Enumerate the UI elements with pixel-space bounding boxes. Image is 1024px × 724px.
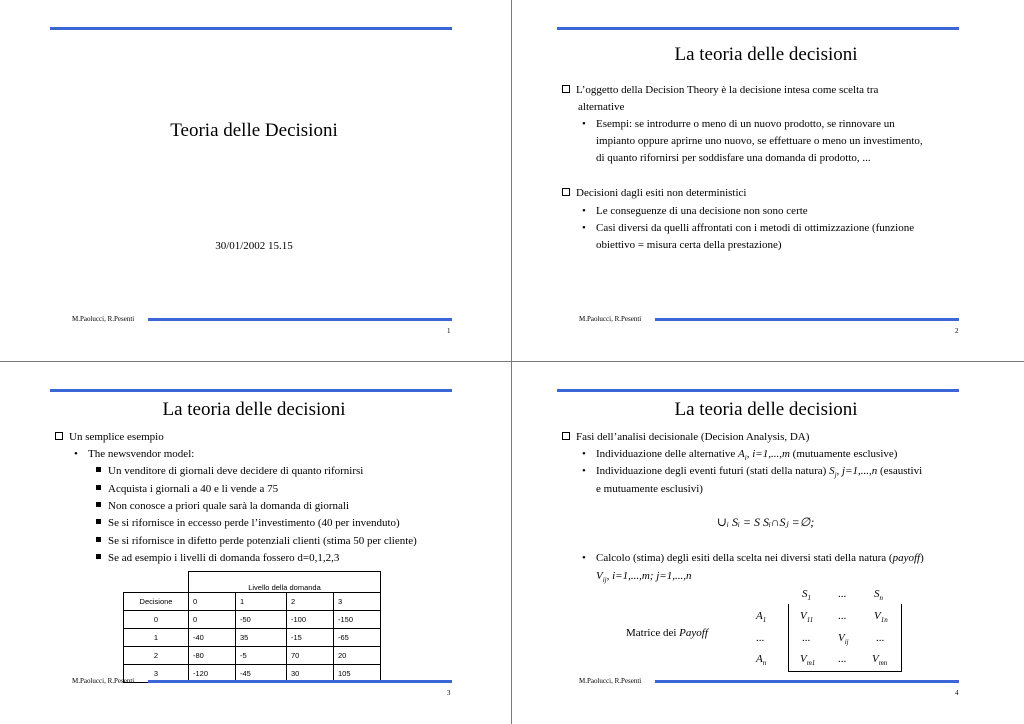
bottom-bar bbox=[655, 318, 959, 321]
bullet-1: Un semplice esempio bbox=[55, 429, 164, 446]
table-row-label: Decisione bbox=[124, 593, 189, 611]
table-row bbox=[124, 611, 381, 629]
slide-title: La teoria delle decisioni bbox=[674, 44, 858, 65]
slide-2 bbox=[512, 0, 1020, 358]
sub-bullet-3-line2: obiettivo = misura certa della prestazione) bbox=[596, 239, 782, 251]
slide-4: La teoria delle decisioni Fasi dell’analisi decisionale (Decision Analysis, DA) • Individuazione delle alternative $A_i$, i=1,...,m (mutuamente esclusive) • Individuazione degli eventi futuri (stati della natura) $S_j$, j=1,...,n (esaustivi e mutuamente esclusivi) ∪ᵢ Sᵢ = S Sᵢ∩Sⱼ =∅; • Calcolo (stima) degli esiti della scelta nei diversi stati della natura (payoff) $V_{ij}$, i=1,...,m; j=1,...,n Matrice dei Payoff $S_1$ ... $S_n$ $A_1$ $V_{11}$ ... $V_{1n}$ ... ... $V_{ij}$ ... $A_n$ $V_{m1}$ ... $V_{mn}$ M.Paolucci, R.Pesenti 4 bbox=[512, 362, 1020, 720]
table-cell: 2 bbox=[124, 647, 189, 665]
square-bullet-icon bbox=[96, 502, 101, 507]
table-cell: -100 bbox=[287, 611, 334, 629]
table-row bbox=[124, 629, 381, 647]
table-cell: 35 bbox=[236, 629, 287, 647]
author: M.Paolucci, R.Pesenti bbox=[72, 315, 135, 323]
square-bullet-icon bbox=[96, 485, 101, 490]
author: M.Paolucci, R.Pesenti bbox=[579, 315, 642, 323]
table-cell: 2 bbox=[287, 593, 334, 611]
square-bullet-icon bbox=[96, 519, 101, 524]
square-bullet-icon bbox=[96, 554, 101, 559]
table-row bbox=[124, 593, 381, 611]
sub-bullet-3: • Calcolo (stima) degli esiti della scelta nei diversi stati della natura (payoff) bbox=[582, 550, 1022, 567]
sub-bullet-2: • Individuazione degli eventi futuri (stati della natura) $S_j$, j=1,...,n (esaustivi bbox=[582, 465, 923, 480]
slide-title: Teoria delle Decisioni bbox=[170, 120, 338, 141]
page-number: 4 bbox=[955, 689, 959, 697]
list-item: Acquista i giornali a 40 e li vende a 75 bbox=[96, 481, 278, 498]
list-item: Un venditore di giornali deve decidere di quanto rifornirsi bbox=[96, 463, 363, 480]
list-item: Se si rifornisce in difetto perde potenziali clienti (stima 50 per cliente) bbox=[96, 533, 417, 550]
slide-date: 30/01/2002 15.15 bbox=[215, 240, 293, 252]
table-row bbox=[124, 647, 381, 665]
sub-bullet-1: • The newsvendor model: bbox=[74, 446, 194, 463]
table-cell: -15 bbox=[287, 629, 334, 647]
page-number: 3 bbox=[447, 689, 451, 697]
table-cell: -40 bbox=[189, 629, 236, 647]
bottom-bar bbox=[148, 680, 452, 683]
table-cell: -120 bbox=[189, 665, 236, 683]
author: M.Paolucci, R.Pesenti bbox=[72, 677, 135, 685]
page-number: 2 bbox=[955, 327, 959, 335]
page-number: 1 bbox=[447, 327, 451, 335]
table-header-span: Livello della domanda bbox=[189, 572, 381, 593]
bullet-1: Fasi dell’analisi decisionale (Decision Analysis, DA) bbox=[562, 429, 809, 446]
sub-bullet-3-line2: $V_{ij}$, i=1,...,m; j=1,...,n bbox=[596, 570, 692, 585]
table-cell: -150 bbox=[334, 611, 381, 629]
dot-bullet-icon: • bbox=[582, 552, 586, 564]
slide-title: La teoria delle decisioni bbox=[674, 399, 858, 420]
table-cell: 70 bbox=[287, 647, 334, 665]
payoff-table bbox=[123, 571, 381, 683]
checkbox-bullet-icon bbox=[55, 432, 63, 440]
top-bar bbox=[557, 389, 959, 392]
square-bullet-icon bbox=[96, 467, 101, 472]
bottom-bar bbox=[655, 680, 959, 683]
dot-bullet-icon: • bbox=[582, 222, 586, 234]
bottom-bar bbox=[148, 318, 452, 321]
author: M.Paolucci, R.Pesenti bbox=[579, 677, 642, 685]
dot-bullet-icon: • bbox=[582, 448, 586, 460]
table-cell: 1 bbox=[124, 629, 189, 647]
square-bullet-icon bbox=[96, 537, 101, 542]
table-cell: 30 bbox=[287, 665, 334, 683]
table-cell: -50 bbox=[236, 611, 287, 629]
sub-bullet-1: • Individuazione delle alternative $A_i$, i=1,...,m (mutuamente esclusive) bbox=[582, 448, 898, 463]
table-cell: -65 bbox=[334, 629, 381, 647]
slide-title: La teoria delle decisioni bbox=[162, 399, 346, 420]
bullet-2: Decisioni dagli esiti non deterministici bbox=[562, 185, 746, 202]
checkbox-bullet-icon bbox=[562, 188, 570, 196]
dot-bullet-icon: • bbox=[74, 448, 78, 460]
table-cell: 3 bbox=[334, 593, 381, 611]
dot-bullet-icon: • bbox=[582, 465, 586, 477]
slide-1 bbox=[0, 0, 508, 358]
bullet-1-cont: alternative bbox=[578, 101, 625, 113]
top-bar bbox=[50, 27, 452, 30]
bullet-1: L’oggetto della Decision Theory è la decisione intesa come scelta tra bbox=[562, 82, 1012, 99]
list-item: Se ad esempio i livelli di domanda fossero d=0,1,2,3 bbox=[96, 550, 339, 567]
sub-bullet-3: • Casi diversi da quelli affrontati con i metodi di ottimizzazione (funzione bbox=[582, 220, 914, 237]
sub-bullet-1: • Esempi: se introdurre o meno di un nuovo prodotto, se rinnovare un bbox=[582, 116, 1022, 133]
sub-bullet-1-line2: impianto oppure aprirne uno nuovo, se effettuare o meno un investimento, bbox=[596, 135, 923, 147]
dot-bullet-icon: • bbox=[582, 205, 586, 217]
formula: ∪ᵢ Sᵢ = S Sᵢ∩Sⱼ =∅; bbox=[717, 515, 815, 529]
table-cell: 3 bbox=[124, 665, 189, 683]
table-cell: -80 bbox=[189, 647, 236, 665]
checkbox-bullet-icon bbox=[562, 432, 570, 440]
table-cell: 0 bbox=[189, 611, 236, 629]
table-cell: -45 bbox=[236, 665, 287, 683]
table-cell: 1 bbox=[236, 593, 287, 611]
sub-bullet-2-line2: e mutuamente esclusivi) bbox=[596, 483, 703, 495]
list-item: Se si rifornisce in eccesso perde l’investimento (40 per invenduto) bbox=[96, 515, 400, 532]
table-header-row bbox=[124, 572, 381, 593]
slide-3 bbox=[0, 362, 508, 720]
table-cell: 20 bbox=[334, 647, 381, 665]
list-item: Non conosce a priori quale sarà la domanda di giornali bbox=[96, 498, 349, 515]
table-cell: 0 bbox=[124, 611, 189, 629]
checkbox-bullet-icon bbox=[562, 85, 570, 93]
table-cell: 0 bbox=[189, 593, 236, 611]
table-cell: -5 bbox=[236, 647, 287, 665]
table-cell: 105 bbox=[334, 665, 381, 683]
dot-bullet-icon: • bbox=[582, 118, 586, 130]
sub-bullet-2: • Le conseguenze di una decisione non sono certe bbox=[582, 203, 808, 220]
top-bar bbox=[50, 389, 452, 392]
sub-bullet-1-line3: di quanto rifornirsi per soddisfare una domanda di prodotto, ... bbox=[596, 152, 871, 164]
matrix-label: Matrice dei Payoff bbox=[626, 627, 708, 639]
top-bar bbox=[557, 27, 959, 30]
